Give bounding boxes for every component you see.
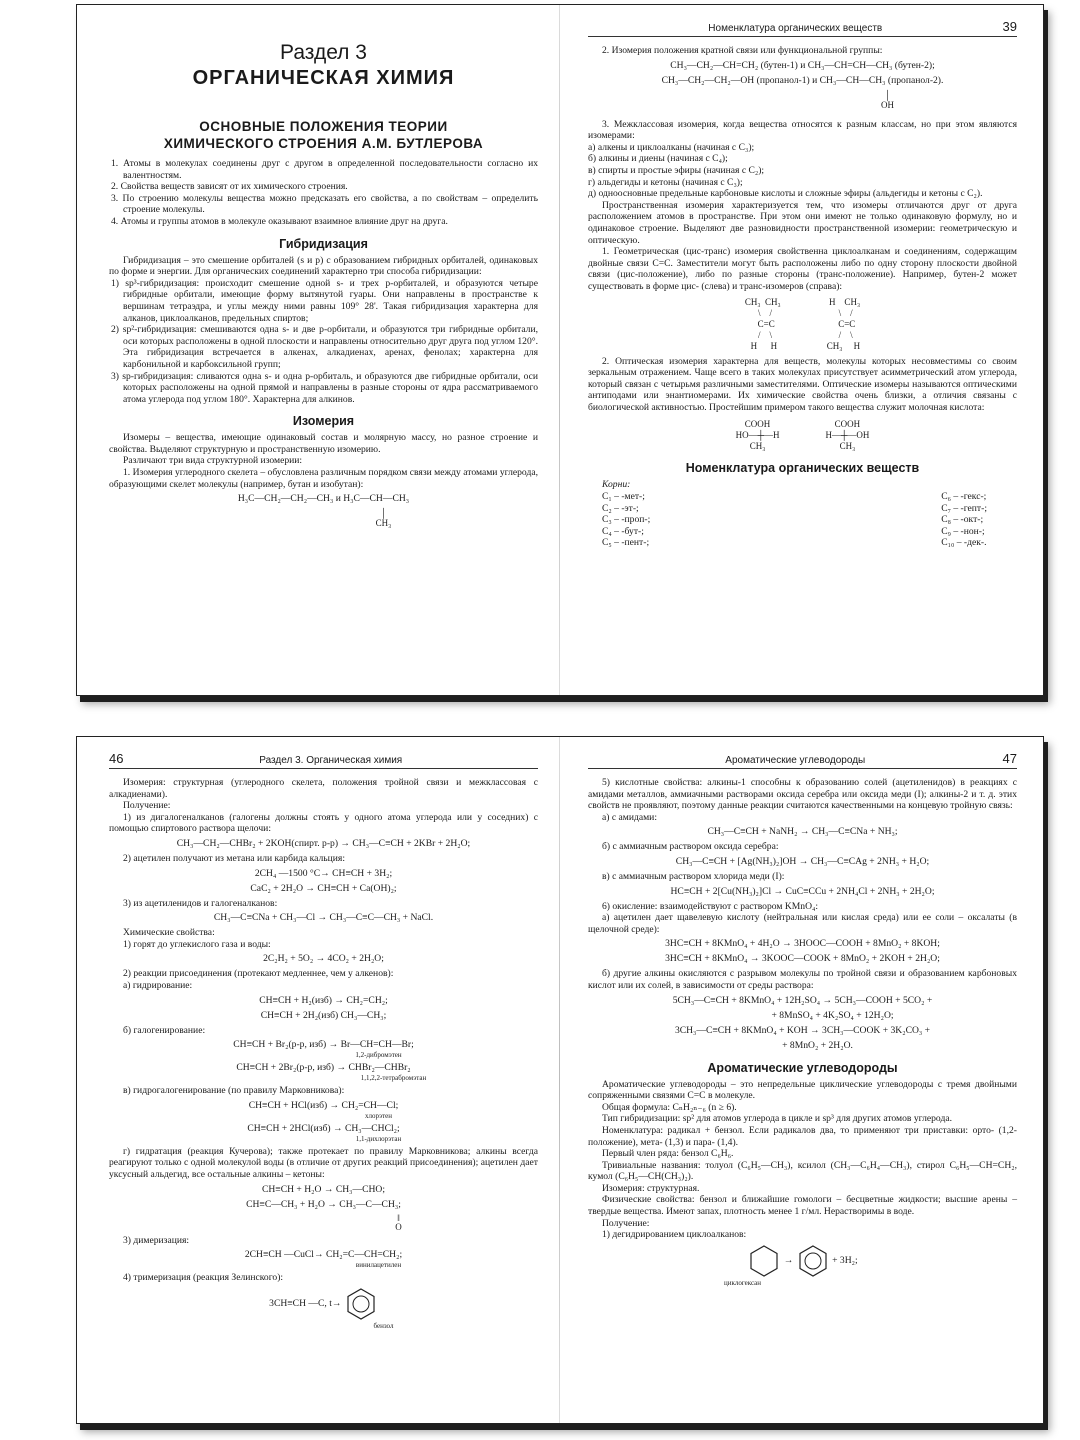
formula-hydration-1: CH≡CH + H₂O → CH₃—CHO; <box>261 1183 386 1195</box>
lactic-acid-structures <box>588 419 1017 452</box>
page-39: Номенклатура органических веществ 39 2. Изомерия положения кратной связи или функциональной группы: CH₃—CH₂—CH=CH₂ (бутен-1) и CH₃—CH=CH—CH₃ (бутен-2); CH₃—CH₂—CH₂—OH (пропанол-1) и CH₃—CH—CH₃ (пропанол-2). │ OH 3. Межклассовая изомерия, когда вещества относятся к разным классам, но при этом являются изомерами: а) алкены и циклоалканы (начиная с C₃); б) алкины и диены (начиная с C₄); в) спирты и простые эфиры (начиная с C₂); г) альдегиды и кетоны (начиная с C₃); д) одноосновные предельные карбоновые кислоты и сложные эфиры (альдегиды и кетоны с C₂). Пространственная изомерия характеризуется тем, что изомеры отличаются друг от друга расположением атомов в пространстве. При этом они имеют не только одинаковую формулу, но и одинаковое строение. Выделяют две разновидности пространственной изомерии: геометрическую и оптическую. 1. Геометрическая (цис-транс) изомерия свойственна циклоалканам и соединениям, содержащим двойные связи C=C. Заместители могут быть расположены либо по одну сторону плоскости двойной связи (цис-положение), либо по разные стороны (транс-положение). Например, бутен-2 может существовать в форме цис- (слева) и транс-изомеров (справа): CH₃ CH₃ \ / C=C / \ H H H CH₃ \ / C=C / \ CH₃ H 2. Оптическая изомерия характерна для веществ, молекулы которых несовместимы со своим зеркальным отражением. Чаще всего в таких молекулах присутствует асимметрический атом углерода, который связан с четырьмя различными заместителями. Оптические изомеры называются оптическими антиподами или энантиомерами. Их химические свойства очень близки, а отличия связаны с биологической активностью. Простейшим примером такого вещества служит молочная кислота: COOH HO—┼—H CH₃ COOH H—┼—OH CH₃ Номенклатура органических веществ Корни: C₁ – -мет-; C₂ – -эт-; C₃ – -проп-; C₄ – -бут-; C₅ – -пент-; C₆ – -гекс-; C₇ – -гепт-; C₈ – -окт-; C₉ – -нон-; C₁₀ – -дек-. <box>588 19 1017 549</box>
arene-isomerism: Изомерия: структурная. <box>602 1182 700 1194</box>
interclass-b: б) алкины и диены (начиная с C₄); <box>588 153 728 165</box>
hybridization-sp3: 1) sp³-гибридизация: происходит смешение одной s- и трех p-орбиталей, и образуются четыре гибридные орбитали, имеющие форму вытянутой гуары. Они направлены в пространстве к вершинам тетраэдра, и углы между ними равны 109° 28'. Такая гибридизация характерна для алканов, циклоалканов, предельных спиртов; <box>111 277 538 324</box>
running-head-title: Номенклатура органических веществ <box>708 23 883 34</box>
formula-trimerization-text: 3CH≡CH —C, t→ <box>269 1297 342 1309</box>
halogenation: б) галогенирование: <box>123 1024 206 1036</box>
formula-ketone-oxygen: O <box>395 1221 402 1232</box>
heading-isomerism: Изомерия <box>292 414 355 429</box>
page-46: 46 Раздел 3. Органическая химия Изомерия: структурная (углеродного скелета, положения тройной связи и межклассовая с алкадиенами). Получение: 1) из дигалогеналканов (галогены должны стоять у одного атома углерода или у соседних) с помощью спиртового раствора щелочи: CH₃—CH₂—CHBr₂ + 2KOH(спирт. р-р) → CH₃—C≡CH + 2KBr + 2H₂O; 2) ацетилен получают из метана или карбида кальция: 2CH₄ —1500 °C→ CH≡CH + 3H₂; CaC₂ + 2H₂O → CH≡CH + Ca(OH)₂; 3) из ацетиленидов и галогеналканов: CH₃—C≡CNa + CH₃—Cl → CH₃—C≡C—CH₃ + NaCl. Химические свойства: 1) горят до углекислого газа и воды: 2C₂H₂ + 5O₂ → 4CO₂ + 2H₂O; 2) реакции присоединения (протекают медленнее, чем у алкенов): а) гидрирование: CH≡CH + H₂(изб) → CH₂=CH₂; CH≡CH + 2H₂(изб) CH₃—CH₃; б) галогенирование: CH≡CH + Br₂(р-р, изб) → Br—CH=CH—Br; 1,2-дибромэтен CH≡CH + 2Br₂(р-р, изб) → CHBr₂—CHBr₂ 1,1,2,2-тетрабромэтан в) гидрогалогенирование (по правилу Марковникова): CH≡CH + HCl(изб) → CH₂=CH—Cl; хлорэтен CH≡CH + 2HCl(изб) → CH₃—CHCl₂; 1,1-дихлорэтан г) гидратация (реакция Кучерова); также протекает по правилу Марковникова; алкины всегда реагируют только с одной молекулой воды (в отличие от других реакций присоединения); ацетилен дает уксусный альдегид, все остальные алкины – кетоны: CH≡CH + H₂O → CH₃—CHO; CH≡C—CH₃ + H₂O → CH₃—C—CH₃; ‖ O 3) димеризация: 2CH≡CH —CuCl→ CH₂=C—CH=CH₂; винилацетилен 4) тримеризация (реакция Зелинского): 3CH≡CH —C, t→ бензол <box>109 751 538 1330</box>
formula-hcl-1: CH≡CH + HCl(изб) → CH₂=CH—Cl; <box>248 1099 399 1111</box>
interclass-e: д) одноосновные предельные карбоновые кислоты и сложные эфиры (альдегиды и кетоны с C₂). <box>588 188 983 200</box>
formula-copper-acetylide: HC≡CH + 2[Cu(NH₃)₂]Cl → CuC≡CCu + 2NH₄Cl + 2NH₃ + 2H₂O; <box>670 885 935 897</box>
combustion: 1) горят до углекислого газа и воды: <box>123 938 271 950</box>
formula-propyne-oxidation-base: 3CH₃—C≡CH + 8KMnO₄ + KOH → 3CH₃—COOK + 3K₂CO₃ + <box>674 1024 931 1036</box>
chemical-properties-label: Химические свойства: <box>123 927 215 939</box>
roots-table <box>588 491 1017 549</box>
root-c4: C₄ – -бут-; <box>602 525 644 537</box>
roots-label: Корни: <box>602 479 631 491</box>
page-47 <box>560 737 1043 1423</box>
benzene-ring-icon <box>796 1244 830 1278</box>
prep-acetylides: 3) из ацетиленидов и галогеналканов: <box>123 897 278 909</box>
formula-propanol-oh: OH <box>881 99 894 110</box>
theory-point-2: 2. Свойства веществ зависят от их химического строения. <box>111 181 348 193</box>
root-c5: C₅ – -пент-; <box>602 537 650 549</box>
formula-bromination-2: CH≡CH + 2Br₂(р-р, изб) → CHBr₂—CHBr₂ <box>236 1062 411 1074</box>
isomerism-types: Различают три вида структурной изомерии: <box>123 455 303 467</box>
theory-point-3: 3. По строению молекулы вещества можно предсказать его свойства, а по свойствам – определить строение молекулы. <box>111 192 538 216</box>
interclass-d: г) альдегиды и кетоны (начиная с C₃); <box>588 176 743 188</box>
formula-propyne-oxidation-base-cont: + 8MnO₂ + 2H₂O. <box>782 1039 853 1051</box>
formula-silver-acetylide: CH₃—C≡CH + [Ag(NH₃)₂]OH → CH₃—C≡CAg + 2NH₃ + H₂O; <box>675 855 930 867</box>
running-head-title: Раздел 3. Органическая химия <box>259 755 403 766</box>
hybridization-type: Тип гибридизации: sp² для атомов углерода в цикле и sp³ для других атомов углерода. <box>602 1113 952 1125</box>
interclass-a: а) алкены и циклоалканы (начиная с C₃); <box>588 141 755 153</box>
page-38: Раздел 3 ОРГАНИЧЕСКАЯ ХИМИЯ ОСНОВНЫЕ ПОЛОЖЕНИЯ ТЕОРИИ ХИМИЧЕСКОГО СТРОЕНИЯ А.М. БУТЛЕРОВА 1. Атомы в молекулах соединены друг с другом в определенной последовательности согласно их валентностям. 2. Свойства веществ зависят от их химического строения. 3. По строению молекулы вещества можно предсказать его свойства, а по свойствам – определить строение молекулы. 4. Атомы и группы атомов в молекуле оказывают взаимное влияние друг на друга. Гибридизация Гибридизация – это смешение орбиталей (s и p) с образованием гибридных орбиталей, одинаковых по форме и энергии. Для органических соединений характерно три способа гибридизации: 1) sp³-гибридизация: происходит смешение одной s- и трех p-орбиталей, и образуются четыре гибридные орбитали, имеющие форму вытянутой гуары. Они направлены в пространстве к вершинам тетраэдра, и углы между ними равны 109° 28'. Такая гибридизация характерна для алканов, циклоалканов, предельных спиртов; 2) sp²-гибридизация: смешиваются одна s- и две p-орбитали, и образуются три гибридные орбитали, оси которых расположены в одной плоскости и направлены относительно друг друга под углом 120°. Эта гибридизация встречается в алкенах, алкадиенах, аренах, фенолах; характерна для карбонильной и карбоксильной групп; 3) sp-гибридизация: сливаются одна s- и одна p-орбиталь, и образуются две гибридные орбитали, оси которых расположены на одной прямой и направлены в разные стороны от ядра рассматриваемого атома углерода под углом 180°. Характерна для алкинов. Изомерия Изомеры – вещества, имеющие одинаковый состав и молярную массу, но разное строение и свойства. Выделяют структурную и пространственную изомерию. Различают три вида структурной изомерии: 1. Изомерия углеродного скелета – обусловлена различным порядком связи между атомами углерода, образующими скелет молекулы (например, бутан и изобутан): H₃C—CH₂—CH₂—CH₃ и H₃C—CH—CH₃ │ CH₃ <box>109 41 538 529</box>
benzene-ring-icon <box>344 1287 378 1321</box>
prep-acetylene: 2) ацетилен получают из метана или карбида кальция: <box>123 852 346 864</box>
root-c3: C₃ – -проп-; <box>602 514 651 526</box>
alkyne-isomerism: Изомерия: структурная (углеродного скелета, положения тройной связи и межклассовая с алкадиенами). <box>109 777 538 800</box>
formula-isobutane-branch: CH₃ <box>375 518 392 529</box>
page-number: 39 <box>1002 19 1017 34</box>
formula-hydrogenation-1: CH≡CH + H₂(изб) → CH₂=CH₂; <box>259 994 388 1006</box>
formula-propanols: CH₃—CH₂—CH₂—OH (пропанол-1) и CH₃—CH—CH₃ (пропанол-2). <box>661 74 944 86</box>
section-label: Раздел 3 <box>280 41 367 64</box>
isomerism-skeleton: 1. Изомерия углеродного скелета – обусловлена различным порядком связи между атомами углерода, образующими скелет молекулы (например, бутан и изобутан): <box>109 467 538 490</box>
heading-butlerov-line2: ХИМИЧЕСКОГО СТРОЕНИЯ А.М. БУТЛЕРОВА <box>163 136 484 151</box>
root-c2: C₂ – -эт-; <box>602 502 639 514</box>
cyclohexane-ring-icon <box>747 1244 781 1278</box>
formula-methane-pyrolysis: 2CH₄ —1500 °C→ CH≡CH + 3H₂; <box>254 867 393 879</box>
hydration-kucherov: г) гидратация (реакция Кучерова); также протекает по правилу Марковникова; алкины всегда реагируют только с одной молекулой воды (в отличие от других реакций присоединения); ацетилен дает уксусный альдегид, все остальные алкины – кетоны: <box>109 1145 538 1180</box>
hydrohalogenation: в) гидрогалогенирование (по правилу Марковникова): <box>123 1085 345 1097</box>
formula-butenes: CH₃—CH₂—CH=CH₂ (бутен-1) и CH₃—CH=CH—CH₃ (бутен-2); <box>670 59 935 71</box>
note-dibromoethene: 1,2-дибромэтен <box>355 1051 402 1060</box>
structure-lactic-right: COOH H—┼—OH CH₃ <box>825 419 870 452</box>
geometric-isomerism: 1. Геометрическая (цис-транс) изомерия свойственна циклоалканам и соединениям, содержащим двойные связи C=C. Заместители могут быть расположены либо по одну сторону плоскости двойной связи (цис-положение), либо по разные стороны (транс-положение). Например, бутен-2 может существовать в форме цис- (слева) и транс-изомеров (справа): <box>588 246 1017 292</box>
root-c7: C₇ – -гепт-; <box>941 502 987 514</box>
trivial-names: Тривиальные названия: толуол (C₆H₅—CH₃), ксилол (CH₃—C₆H₄—CH₃), стирол C₆H₅—CH=CH₂, кумол (C₆H₅—CH(CH₃)₂). <box>588 1159 1017 1183</box>
running-header <box>588 19 1017 37</box>
hybridization-intro: Гибридизация – это смешение орбиталей (s и p) с образованием гибридных орбиталей, одинаковых по форме и энергии. Для органических соединений характерно три способа гибридизации: <box>109 254 538 278</box>
note-cyclohexane: циклогексан <box>723 1278 762 1287</box>
physical-properties: Физические свойства: бензол и ближайшие гомологи – бесцветные жидкости; высшие арены – твердые вещества. Имеют запах, плотность менее 1 г/мл. Нерастворимы в воде. <box>588 1194 1017 1218</box>
structure-lactic-left: COOH HO—┼—H CH₃ <box>735 419 780 452</box>
page-number: 46 <box>109 751 124 766</box>
root-c10: C₁₀ – -дек-. <box>941 537 987 549</box>
root-c9: C₉ – -нон-; <box>941 525 985 537</box>
formula-dimerization: 2CH≡CH —CuCl→ CH₂=C—CH=CH₂; <box>244 1249 403 1261</box>
formula-propyne-oxidation-acid-cont: + 8MnSO₄ + 4K₂SO₄ + 12H₂O; <box>771 1009 894 1021</box>
note-tetrabromoethane: 1,1,2,2-тетрабромэтан <box>360 1074 427 1083</box>
heading-nomenclature: Номенклатура органических веществ <box>685 461 920 476</box>
heading-aromatic: Ароматические углеводороды <box>707 1060 898 1075</box>
note-dichloroethane: 1,1-дихлорэтан <box>355 1134 402 1143</box>
formula-oxalic-acid: 3HC≡CH + 8KMnO₄ + 4H₂O → 3HOOC—COOH + 8MnO₂ + 8KOH; <box>665 938 940 950</box>
addition-reactions: 2) реакции присоединения (протекают медленнее, чем у алкенов): <box>123 968 394 980</box>
nomenclature-arenes: Номенклатура: радикал + бензол. Если радикалов два, то применяют три приставки: орто- (1,2-положение), мета- (1,3) и пара- (1,4). <box>588 1124 1017 1148</box>
acidic-properties: 5) кислотные свойства: алкины-1 способны к образованию солей (ацетиленидов) в реакциях с амидами металлов, аммиачными растворами оксида серебра или оксида меди (I); алкины-2 и т. д. этих свойств не проявляют, поэтому данные реакции считаются качественными на концевую тройную связь: <box>588 777 1017 812</box>
formula-butane-isobutane: H₃C—CH₂—CH₂—CH₃ и H₃C—CH—CH₃ <box>237 493 410 505</box>
formula-acetylide-alkylation: CH₃—C≡CNa + CH₃—Cl → CH₃—C≡C—CH₃ + NaCl. <box>213 912 434 924</box>
prep-dihaloalkanes: 1) из дигалогеналканов (галогены должны стоять у одного атома углерода или у соседних) с помощью спиртового раствора щелочи: <box>109 811 538 835</box>
with-silver-ammonia: б) с аммиачным раствором оксида серебра: <box>602 841 779 853</box>
structure-trans-butene: H CH₃ \ / C=C / \ CH₃ H <box>826 296 861 351</box>
running-head-title: Ароматические углеводороды <box>725 755 866 766</box>
dimerization: 3) димеризация: <box>123 1234 190 1246</box>
spatial-isomerism: Пространственная изомерия характеризуется тем, что изомеры отличаются друг от друга расположением атомов в пространстве. При этом они имеют не только одинаковую формулу, но и одинаковое строение. Выделяют две разновидности пространственной изомерии: геометрическую и оптическую. <box>588 199 1017 246</box>
optical-isomerism: 2. Оптическая изомерия характерна для веществ, молекулы которых несовместимы со своим зеркальным отражением. Чаще всего в таких молекулах присутствует асимметрический атом углерода, который связан с четырьмя различными заместителями. Оптические изомеры называются оптическими антиподами или энантиомерами. Их химические свойства очень близки, а отличия связаны с биологической активностью. Простейшим примером такого вещества служит молочная кислота: <box>588 355 1017 413</box>
note-vinylacetylene: винилацетилен <box>355 1261 402 1270</box>
root-c8: C₈ – -окт-; <box>941 514 984 526</box>
formula-sodium-amide: CH₃—C≡CH + NaNH₂ → CH₃—C≡CNa + NH₃; <box>707 826 898 838</box>
with-copper-chloride: в) с аммиачным раствором хлорида меди (I): <box>602 870 785 882</box>
spread-pages-46-47 <box>76 736 1044 1424</box>
formula-combustion: 2C₂H₂ + 5O₂ → 4CO₂ + 2H₂O; <box>263 953 384 965</box>
page-number: 47 <box>1002 751 1017 766</box>
section-title: ОРГАНИЧЕСКАЯ ХИМИЯ <box>192 67 455 89</box>
heading-butlerov-line1: ОСНОВНЫЕ ПОЛОЖЕНИЯ ТЕОРИИ <box>199 119 448 134</box>
other-alkynes-oxidation: б) другие алкины окисляются с разрывом молекулы по тройной связи и образованием карбоновых кислот или их солей, в зависимости от среды раствора: <box>588 968 1017 991</box>
theory-point-1: 1. Атомы в молекулах соединены друг с другом в определенной последовательности согласно их валентностям. <box>111 158 538 181</box>
formula-calcium-carbide: CaC₂ + 2H₂O → CH≡CH + Ca(OH)₂; <box>250 882 397 894</box>
aromatic-definition: Ароматические углеводороды – это непредельные циклические углеводороды с тремя двойными сопряженными связями C=C в молекуле. <box>588 1078 1017 1102</box>
formula-oxalate: 3HC≡CH + 8KMnO₄ → 3KOOC—COOK + 8MnO₂ + 2KOH + 2H₂O; <box>665 953 940 965</box>
interclass-c: в) спирты и простые эфиры (начиная с C₂); <box>588 164 765 176</box>
hybridization-sp: 3) sp-гибридизация: сливаются одна s- и одна p-орбиталь, и образуются две гибридные орбитали, оси которых расположены на одной прямой и направлены в разные стороны от ядра рассматриваемого атома углерода под углом 180°. Характерна для алкинов. <box>111 370 538 405</box>
with-amides: а) с амидами: <box>602 811 657 823</box>
formula-dehydrohalogenation: CH₃—CH₂—CHBr₂ + 2KOH(спирт. р-р) → CH₃—C≡CH + 2KBr + 2H₂O; <box>176 837 471 849</box>
alkyne-preparation-label: Получение: <box>123 800 171 812</box>
running-header <box>588 751 1017 769</box>
acetylene-oxidation: а) ацетилен дает щавелевую кислоту (нейтральная или кислая среда) или ее соли – оксалаты (в щелочной среде): <box>588 912 1017 935</box>
isomerism-position: 2. Изомерия положения кратной связи или функциональной группы: <box>602 45 883 56</box>
formula-trimerization <box>109 1287 538 1321</box>
trimerization: 4) тримеризация (реакция Зелинского): <box>123 1272 284 1284</box>
note-chloroethene: хлорэтен <box>364 1111 393 1120</box>
formula-hydrogenation-2: CH≡CH + 2H₂(изб) CH₃—CH₃; <box>260 1009 387 1021</box>
root-c1: C₁ – -мет-; <box>602 491 645 503</box>
formula-hcl-2: CH≡CH + 2HCl(изб) → CH₃—CHCl₂; <box>247 1122 400 1134</box>
note-benzene: бензол <box>373 1321 394 1330</box>
isomerism-definition: Изомеры – вещества, имеющие одинаковый состав и молярную массу, но разное строение и свойства. Выделяют структурную и пространственную изомерию. <box>109 432 538 455</box>
theory-point-4: 4. Атомы и группы атомов в молекуле оказывают взаимное влияние друг на друга. <box>111 215 448 227</box>
formula-dehydrogenation <box>588 1244 1017 1278</box>
root-c6: C₆ – -гекс-; <box>941 491 987 503</box>
arene-preparation-label: Получение: <box>602 1217 650 1229</box>
formula-bromination-1: CH≡CH + Br₂(р-р, изб) → Br—CH=CH—Br; <box>233 1039 414 1051</box>
first-member: Первый член ряда: бензол C₆H₆. <box>602 1148 734 1160</box>
heading-hybridization: Гибридизация <box>279 236 368 251</box>
arrow-icon: → <box>783 1255 794 1267</box>
formula-propyne-oxidation-acid: 5CH₃—C≡CH + 8KMnO₄ + 12H₂SO₄ → 5CH₃—COOH + 5CO₂ + <box>672 994 933 1006</box>
cis-trans-structures <box>588 297 1017 352</box>
general-formula: Общая формула: CₙH₂ₙ₋₆ (n ≥ 6). <box>602 1101 737 1113</box>
running-header <box>109 751 538 769</box>
hydrogenation: а) гидрирование: <box>123 979 193 991</box>
formula-dehydrogenation-text: + 3H₂; <box>832 1255 858 1267</box>
spread-pages-38-39 <box>76 4 1044 696</box>
isomerism-interclass: 3. Межклассовая изомерия, когда вещества относятся к разным классам, но при этом являются изомерами: <box>588 118 1017 142</box>
formula-hydration-2: CH≡C—CH₃ + H₂O → CH₃—C—CH₃; <box>246 1198 401 1210</box>
structure-cis-butene: CH₃ CH₃ \ / C=C / \ H H <box>744 296 781 351</box>
oxidation: 6) окисление: взаимодействуют с раствором KMnO₄: <box>602 900 819 912</box>
hybridization-sp2: 2) sp²-гибридизация: смешиваются одна s- и две p-орбитали, и образуются три гибридные орбитали, оси которых расположены в одной плоскости и направлены относительно друг друга под углом 120°. Эта гибридизация встречается в алкенах, алкадиенах, аренах, фенолах; характерна для карбонильной и карбоксильной групп; <box>111 324 538 370</box>
dehydrogenation: 1) дегидрированием циклоалканов: <box>602 1229 747 1241</box>
